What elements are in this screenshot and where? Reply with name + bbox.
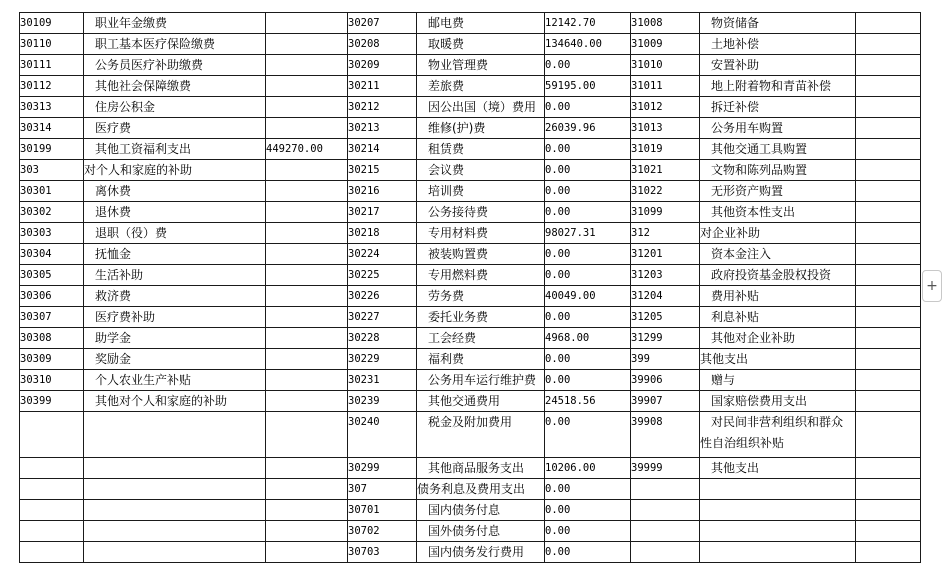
cell-amount: 0.00 [545,269,571,281]
cell-amount [266,181,346,202]
cell-name: 福利费 [428,352,465,366]
cell-code: 31010 [631,59,663,71]
cell-name: 利息补贴 [711,310,760,324]
cell-code: 31204 [631,290,663,302]
cell-name: 拆迁补偿 [711,100,760,114]
cell-code: 30112 [20,80,52,92]
cell-name: 专用材料费 [428,226,489,240]
cell-code: 30217 [348,206,380,218]
cell-name: 无形资产购置 [711,184,784,198]
cell-name: 税金及附加费用 [428,415,513,429]
cell-amount: 0.00 [545,59,571,71]
cell-name: 生活补助 [95,268,144,282]
cell-name: 专用燃料费 [428,268,489,282]
cell-code: 31009 [631,38,663,50]
cell-code: 303 [20,164,39,176]
cell-name: 公务员医疗补助缴费 [95,58,204,72]
cell-name: 退休费 [95,205,132,219]
cell-name: 维修(护)费 [428,121,486,135]
cell-amount [856,223,920,244]
cell-code: 39908 [631,416,663,428]
cell-code: 30215 [348,164,380,176]
cell-name: 劳务费 [428,289,465,303]
cell-name: 被装购置费 [428,247,489,261]
cell-name: 救济费 [95,289,132,303]
cell-code: 30703 [348,546,380,558]
plus-icon: + [926,278,938,294]
cell-code: 30208 [348,38,380,50]
cell-name: 国家赔偿费用支出 [711,394,808,408]
cell-name: 对个人和家庭的补助 [84,163,193,177]
cell-amount [266,55,346,76]
cell-amount: 0.00 [545,206,571,218]
cell-name: 其他支出 [711,461,760,475]
cell-name: 安置补助 [711,58,760,72]
cell-name: 培训费 [428,184,465,198]
cell-name: 其他对企业补助 [711,331,796,345]
cell-name: 职工基本医疗保险缴费 [95,37,216,51]
cell-code: 31299 [631,332,663,344]
cell-name: 债务利息及费用支出 [417,482,526,496]
cell-amount: 0.00 [545,185,571,197]
cell-amount [266,349,346,370]
cell-code: 30207 [348,17,380,29]
cell-amount [266,118,346,139]
cell-code: 30110 [20,38,52,50]
cell-code: 30306 [20,290,52,302]
cell-amount: 24518.56 [545,395,596,407]
cell-name: 退职（役）费 [95,226,168,240]
cell-code: 31013 [631,122,663,134]
cell-code: 39907 [631,395,663,407]
cell-name: 工会经费 [428,331,477,345]
cell-amount: 98027.31 [545,227,596,239]
cell-amount [856,55,920,76]
cell-amount: 0.00 [545,353,571,365]
cell-name: 委托业务费 [428,310,489,324]
cell-name: 其他交通工具购置 [711,142,808,156]
cell-name: 医疗费 [95,121,132,135]
cell-amount: 0.00 [545,374,571,386]
cell-name: 对民间非营利组织和群众性自治组织补贴 [700,415,844,450]
cell-code: 312 [631,227,650,239]
cell-name: 土地补偿 [711,37,760,51]
cell-name: 国内债务发行费用 [428,545,525,559]
cell-name: 职业年金缴费 [95,16,168,30]
cell-amount [856,458,920,479]
cell-amount [856,286,920,307]
cell-amount: 0.00 [545,101,571,113]
cell-amount [856,328,920,349]
cell-code: 30228 [348,332,380,344]
cell-code: 30702 [348,525,380,537]
cell-code: 30302 [20,206,52,218]
cell-code: 30299 [348,462,380,474]
cell-amount: 0.00 [545,504,571,516]
cell-name: 公务用车购置 [711,121,784,135]
cell-amount: 134640.00 [545,38,602,50]
cell-name: 物资储备 [711,16,760,30]
cell-name: 助学金 [95,331,132,345]
cell-code: 39999 [631,462,663,474]
cell-name: 医疗费补助 [95,310,156,324]
cell-code: 31205 [631,311,663,323]
cell-code: 31019 [631,143,663,155]
grid-col-line [699,12,700,563]
cell-amount [856,349,920,370]
cell-amount [856,160,920,181]
cell-name: 抚恤金 [95,247,132,261]
cell-amount [266,286,346,307]
cell-amount [856,370,920,391]
cell-code: 30224 [348,248,380,260]
cell-name: 费用补贴 [711,289,760,303]
cell-name: 邮电费 [428,16,465,30]
cell-amount: 12142.70 [545,17,596,29]
cell-amount: 449270.00 [266,143,323,155]
cell-name: 取暖费 [428,37,465,51]
cell-name: 文物和陈列品购置 [711,163,808,177]
cell-code: 31008 [631,17,663,29]
cell-code: 30310 [20,374,52,386]
cell-amount [266,34,346,55]
cell-name: 其他工资福利支出 [95,142,192,156]
grid-col-line [83,12,84,563]
cell-amount [266,244,346,265]
cell-name: 其他社会保障缴费 [95,79,192,93]
cell-code: 31011 [631,80,663,92]
cell-code: 31201 [631,248,663,260]
cell-name: 国外债务付息 [428,524,501,538]
cell-amount [266,328,346,349]
cell-amount: 26039.96 [545,122,596,134]
cell-code: 30240 [348,416,380,428]
cell-amount [856,412,920,458]
cell-code: 30308 [20,332,52,344]
cell-amount [856,139,920,160]
cell-code: 30304 [20,248,52,260]
cell-code: 30216 [348,185,380,197]
cell-amount [266,76,346,97]
cell-amount: 0.00 [545,483,571,495]
cell-name: 公务用车运行维护费 [428,373,537,387]
cell-code: 30209 [348,59,380,71]
cell-code: 30307 [20,311,52,323]
cell-code: 30314 [20,122,52,134]
cell-code: 39906 [631,374,663,386]
cell-name: 其他资本性支出 [711,205,796,219]
cell-name: 其他对个人和家庭的补助 [95,394,228,408]
cell-name: 离休费 [95,184,132,198]
cell-code: 30227 [348,311,380,323]
add-sheet-button[interactable] [922,270,942,302]
cell-code: 30212 [348,101,380,113]
cell-amount [266,160,346,181]
cell-amount [266,13,346,34]
cell-name: 公务接待费 [428,205,489,219]
cell-amount: 0.00 [545,248,571,260]
cell-code: 30313 [20,101,52,113]
cell-code: 31012 [631,101,663,113]
cell-amount [856,76,920,97]
cell-code: 30218 [348,227,380,239]
cell-code: 307 [348,483,367,495]
cell-code: 30301 [20,185,52,197]
cell-amount [856,181,920,202]
cell-name: 国内债务付息 [428,503,501,517]
cell-name: 奖励金 [95,352,132,366]
cell-name: 对企业补助 [700,226,761,240]
cell-amount [856,13,920,34]
expenditure-table [19,12,921,563]
cell-name: 会议费 [428,163,465,177]
cell-code: 30309 [20,353,52,365]
cell-code: 399 [631,353,650,365]
cell-amount: 0.00 [545,164,571,176]
cell-code: 30239 [348,395,380,407]
cell-code: 30214 [348,143,380,155]
cell-amount: 40049.00 [545,290,596,302]
cell-name: 政府投资基金股权投资 [711,268,832,282]
cell-name: 地上附着物和青苗补偿 [711,79,832,93]
cell-name: 差旅费 [428,79,465,93]
cell-name: 个人农业生产补贴 [95,373,192,387]
cell-code: 30225 [348,269,380,281]
cell-amount [266,202,346,223]
cell-name: 其他支出 [700,352,749,366]
cell-amount: 0.00 [545,311,571,323]
cell-code: 31022 [631,185,663,197]
cell-name: 其他商品服务支出 [428,461,525,475]
cell-code: 30305 [20,269,52,281]
cell-code: 31021 [631,164,663,176]
cell-amount [266,97,346,118]
cell-code: 30211 [348,80,380,92]
cell-amount [856,34,920,55]
cell-amount [266,265,346,286]
cell-code: 30111 [20,59,52,71]
cell-amount [856,265,920,286]
cell-code: 30231 [348,374,380,386]
cell-amount [856,118,920,139]
cell-code: 30109 [20,17,52,29]
cell-amount [856,97,920,118]
cell-name: 资本金注入 [711,247,772,261]
grid-col-line [920,12,921,563]
cell-name: 租赁费 [428,142,465,156]
cell-name: 住房公积金 [95,100,156,114]
cell-code: 30229 [348,353,380,365]
cell-amount [266,370,346,391]
cell-amount [266,307,346,328]
cell-code: 30213 [348,122,380,134]
cell-amount: 0.00 [545,546,571,558]
cell-amount [266,223,346,244]
cell-amount [266,391,346,412]
cell-code: 30199 [20,143,52,155]
cell-amount: 59195.00 [545,80,596,92]
cell-code: 30226 [348,290,380,302]
cell-amount [856,202,920,223]
cell-amount [856,307,920,328]
cell-amount [856,391,920,412]
cell-amount: 0.00 [545,525,571,537]
cell-name: 物业管理费 [428,58,489,72]
cell-amount: 10206.00 [545,462,596,474]
cell-name: 因公出国（境）费用 [428,100,537,114]
cell-amount [856,244,920,265]
cell-code: 31203 [631,269,663,281]
cell-name: 赠与 [711,373,736,387]
cell-amount: 4968.00 [545,332,590,344]
cell-code: 30399 [20,395,52,407]
cell-code: 30303 [20,227,52,239]
cell-code: 30701 [348,504,380,516]
cell-code: 31099 [631,206,663,218]
cell-name: 其他交通费用 [428,394,501,408]
cell-amount: 0.00 [545,143,571,155]
cell-amount: 0.00 [545,416,571,428]
